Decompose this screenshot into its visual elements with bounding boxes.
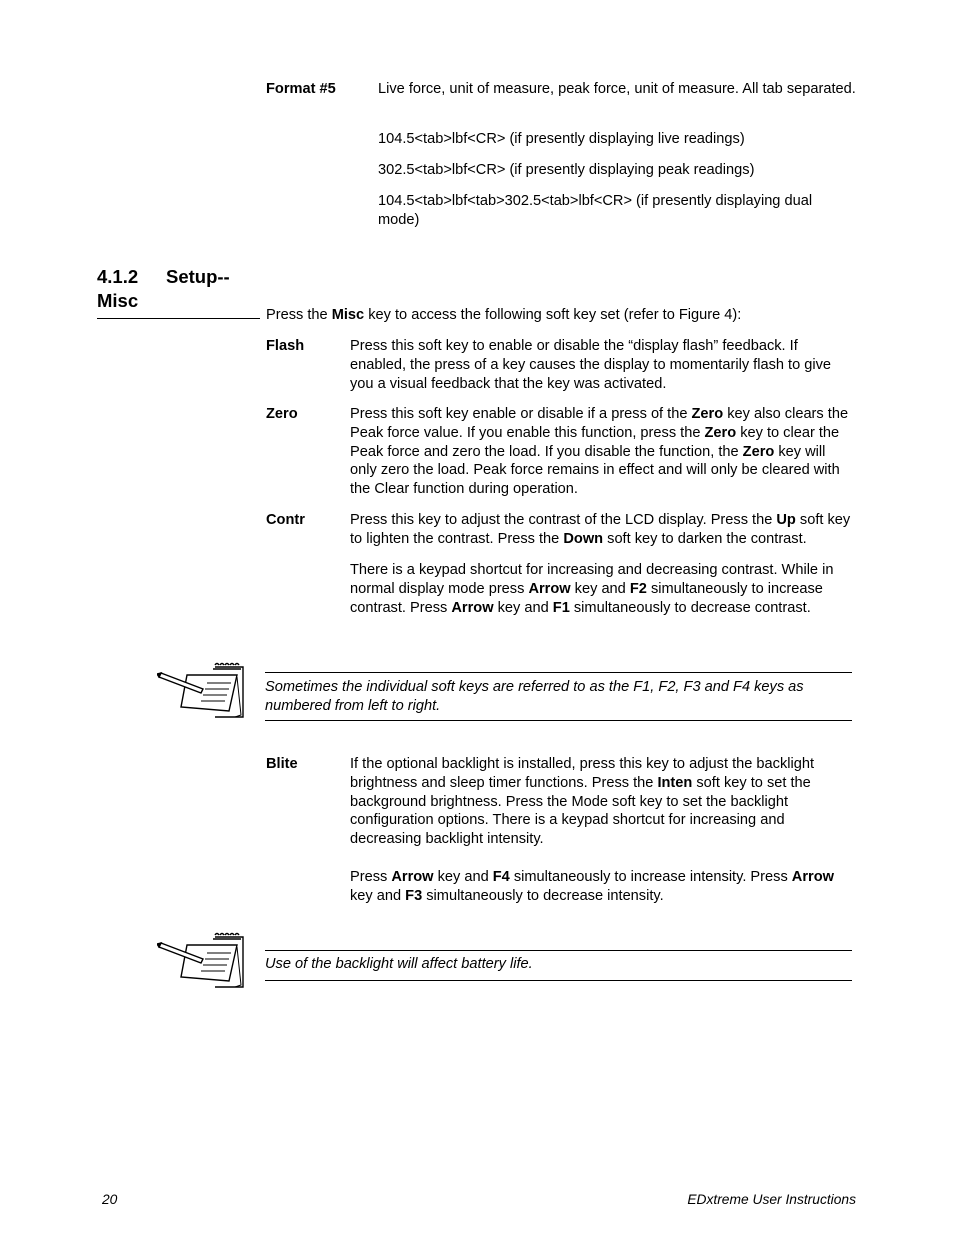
contr-shortcut-text-5: simultaneously to decrease contrast.	[569, 599, 811, 616]
format5-example-live: 104.5<tab>lbf<CR> (if presently displaying live readings)	[378, 131, 745, 147]
blite-shortcut-key-1: Arrow	[391, 869, 434, 885]
zero-key-1: Zero	[691, 406, 724, 422]
contr-label: Contr	[266, 512, 305, 528]
format5-example-peak: 302.5<tab>lbf<CR> (if presently displaying peak readings)	[378, 162, 755, 178]
zero-text-1: Press this soft key enable or disable if a press of the	[350, 406, 692, 422]
zero-key-3: Zero	[742, 443, 775, 460]
intro-key: Misc	[331, 307, 365, 323]
contr-key-down: Down	[563, 530, 604, 547]
contr-shortcut-text-2: key and	[570, 580, 630, 597]
blite-text-2: soft key to set the background brightness. Press the Mode soft key to set the backlight configuration options. There is a keypad shortcut for increasing and decreasing backlight intensity.	[350, 774, 811, 848]
zero-key-2: Zero	[704, 424, 737, 441]
blite-description-1	[350, 755, 856, 849]
blite-shortcut-key-2: F4	[492, 869, 510, 885]
intro-pre: Press the	[266, 307, 332, 323]
note-box-battery	[265, 950, 852, 981]
format5-description: Live force, unit of measure, peak force, unit of measure. All tab separated.	[378, 81, 856, 97]
contr-text-1: Press this key to adjust the contrast of the LCD display. Press the	[350, 512, 777, 528]
section-heading	[97, 265, 260, 319]
zero-text-3: key to clear the Peak force and zero the load. If you disable the function, the	[350, 424, 840, 460]
flash-label: Flash	[266, 338, 305, 354]
footer-page-number: 20	[102, 1192, 118, 1207]
footer-doc-title: EDxtreme User Instructions	[687, 1192, 856, 1207]
contr-key-up: Up	[776, 512, 796, 528]
section-number: 4.1.2	[97, 266, 139, 287]
contr-shortcut-text-1: There is a keypad shortcut for increasing and decreasing contrast. While in normal display mode press	[350, 562, 834, 597]
contr-shortcut-text-3: simultaneously to increase contrast. Press	[350, 580, 823, 616]
contr-description-1	[350, 511, 858, 549]
blite-description-2	[350, 868, 856, 906]
zero-description	[350, 405, 856, 499]
blite-shortcut-text-5: simultaneously to decrease intensity.	[422, 887, 664, 904]
note-text-soft-keys: Sometimes the individual soft keys are referred to as the F1, F2, F3 and F4 keys as numbered from left to right.	[265, 679, 804, 714]
contr-shortcut-key-4: F1	[552, 599, 570, 616]
contr-description-2	[350, 561, 856, 617]
notepad-pencil-icon	[157, 931, 245, 995]
blite-shortcut-text-4: key and	[350, 887, 406, 904]
zero-text-4: key will only zero the load. Peak force remains in effect and will only be cleared with the Clear function during operation.	[350, 443, 840, 498]
contr-shortcut-key-2: F2	[629, 580, 647, 597]
blite-key-inten: Inten	[657, 774, 693, 791]
blite-shortcut-text-3: simultaneously to increase intensity. Press	[509, 869, 792, 885]
blite-shortcut-key-4: F3	[405, 887, 423, 904]
flash-description: Press this soft key to enable or disable the “display flash” feedback. If enabled, the press of a key causes the display to momentarily flash to give you a visual feedback that the key was activated.	[350, 338, 832, 392]
format5-example-dual: 104.5<tab>lbf<tab>302.5<tab>lbf<CR> (if presently displaying dual mode)	[378, 193, 813, 228]
format5-label: Format #5	[266, 81, 336, 97]
note-box-soft-keys	[265, 672, 852, 721]
blite-shortcut-text-1: Press	[350, 869, 392, 885]
blite-label: Blite	[266, 756, 298, 772]
blite-shortcut-text-2: key and	[433, 869, 493, 885]
zero-text-2: key also clears the Peak force value. If you enable this function, press the	[350, 406, 849, 441]
contr-shortcut-text-4: key and	[493, 599, 553, 616]
note-text-battery: Use of the backlight will affect battery life.	[265, 956, 533, 972]
notepad-pencil-icon	[157, 661, 245, 725]
zero-label: Zero	[266, 406, 298, 422]
contr-shortcut-key-3: Arrow	[451, 599, 494, 616]
blite-shortcut-key-3: Arrow	[791, 869, 834, 885]
intro-post: key to access the following soft key set (refer to Figure 4):	[364, 307, 742, 323]
intro-paragraph	[266, 306, 856, 325]
blite-text-1: If the optional backlight is installed, press this key to adjust the backlight brightness and sleep timer functions. Press the	[350, 756, 815, 791]
contr-text-2: soft key to lighten the contrast. Press the	[350, 512, 851, 547]
contr-shortcut-key-1: Arrow	[528, 580, 571, 597]
section-title: Setup--Misc	[97, 266, 230, 311]
contr-text-3: soft key to darken the contrast.	[603, 530, 807, 547]
